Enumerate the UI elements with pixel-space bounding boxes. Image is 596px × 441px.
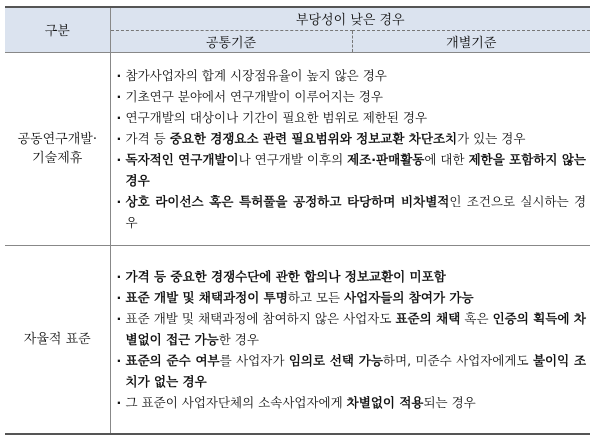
criteria-item [117, 107, 587, 128]
emphasis-text: 인증의 획득에 차별없이 접근 가능 [125, 311, 587, 348]
emphasis-text: 상호 라이선스 혹은 특허풀을 공정하고 타당하며 비차별적 [125, 194, 450, 209]
item-text: 한 경우 [218, 332, 259, 348]
item-text: 가 있는 경우 [457, 131, 526, 146]
emphasis-text: 사업자들의 참여가 가능 [344, 290, 474, 306]
header-individual: 개별기준 [352, 30, 590, 52]
item-text: 가격 등 [125, 131, 170, 146]
row-category-voluntary-standard [5, 245, 110, 434]
emphasis-text: 제한을 포함하지 않는 경우 [125, 152, 587, 188]
item-text: 에 대한 [424, 152, 469, 167]
item-text: 되는 경우 [423, 395, 476, 411]
category-line: 공동연구개발· [17, 131, 97, 147]
emphasis-text: 독자적인 연구개발이 [125, 152, 239, 167]
criteria-item [117, 266, 587, 287]
criteria-item [117, 149, 587, 191]
item-text: 참가사업자의 합계 시장점유율이 높지 않은 경우 [125, 68, 387, 83]
emphasis-text: 가격 등 중요한 경쟁수단에 관한 합의나 정보교환이 미포함 [125, 269, 446, 285]
item-text: 그 표준이 사업자단체의 소속사업자에게 [125, 395, 347, 411]
header-common: 공통기준 [110, 30, 352, 52]
item-text: 기초연구 분야에서 연구개발이 이루어지는 경우 [125, 89, 383, 104]
item-text: 연구개발의 대상이나 기간이 필요한 범위로 제한된 경우 [125, 110, 428, 125]
emphasis-text: 불이익 조치가 없는 경우 [125, 353, 587, 390]
emphasis-text: 표준 개발 및 채택과정이 투명 [125, 290, 288, 306]
emphasis-text: 제조·판매활동 [347, 152, 425, 167]
criteria-table [5, 6, 590, 435]
item-text: 를 사업자가 [219, 353, 289, 369]
row-items-voluntary-standard [110, 245, 590, 434]
emphasis-text: 임의로 선택 가능 [288, 353, 383, 369]
header-category: 구분 [5, 7, 110, 52]
row-category-joint-rnd [5, 52, 110, 245]
criteria-item [117, 191, 587, 233]
criteria-item [117, 350, 587, 392]
item-text: 나 연구개발 이후의 [238, 152, 348, 167]
emphasis-text: 차별없이 적용 [346, 395, 424, 411]
criteria-item [117, 308, 587, 350]
item-text: 인 조건으로 실시하는 경우 [125, 194, 587, 230]
criteria-item [117, 287, 587, 308]
item-text: 하고 모든 [287, 290, 345, 306]
item-text: 표준 개발 및 채택과정에 참여하지 않은 사업자도 [125, 311, 396, 327]
row-items-joint-rnd [110, 52, 590, 245]
category-line: 자율적 표준 [23, 331, 91, 347]
item-text: 하며, 미준수 사업자에게도 [382, 353, 533, 369]
emphasis-text: 표준의 준수 여부 [125, 353, 220, 369]
category-line: 기술제휴 [32, 150, 83, 166]
criteria-item [117, 65, 587, 86]
criteria-item [117, 86, 587, 107]
header-group: 부당성이 낮은 경우 [110, 7, 590, 30]
item-text: 혹은 [460, 311, 493, 327]
criteria-item [117, 392, 587, 413]
criteria-item [117, 128, 587, 149]
emphasis-text: 중요한 경쟁요소 관련 필요범위와 정보교환 차단조치 [169, 131, 458, 146]
emphasis-text: 표준의 채택 [395, 311, 461, 327]
